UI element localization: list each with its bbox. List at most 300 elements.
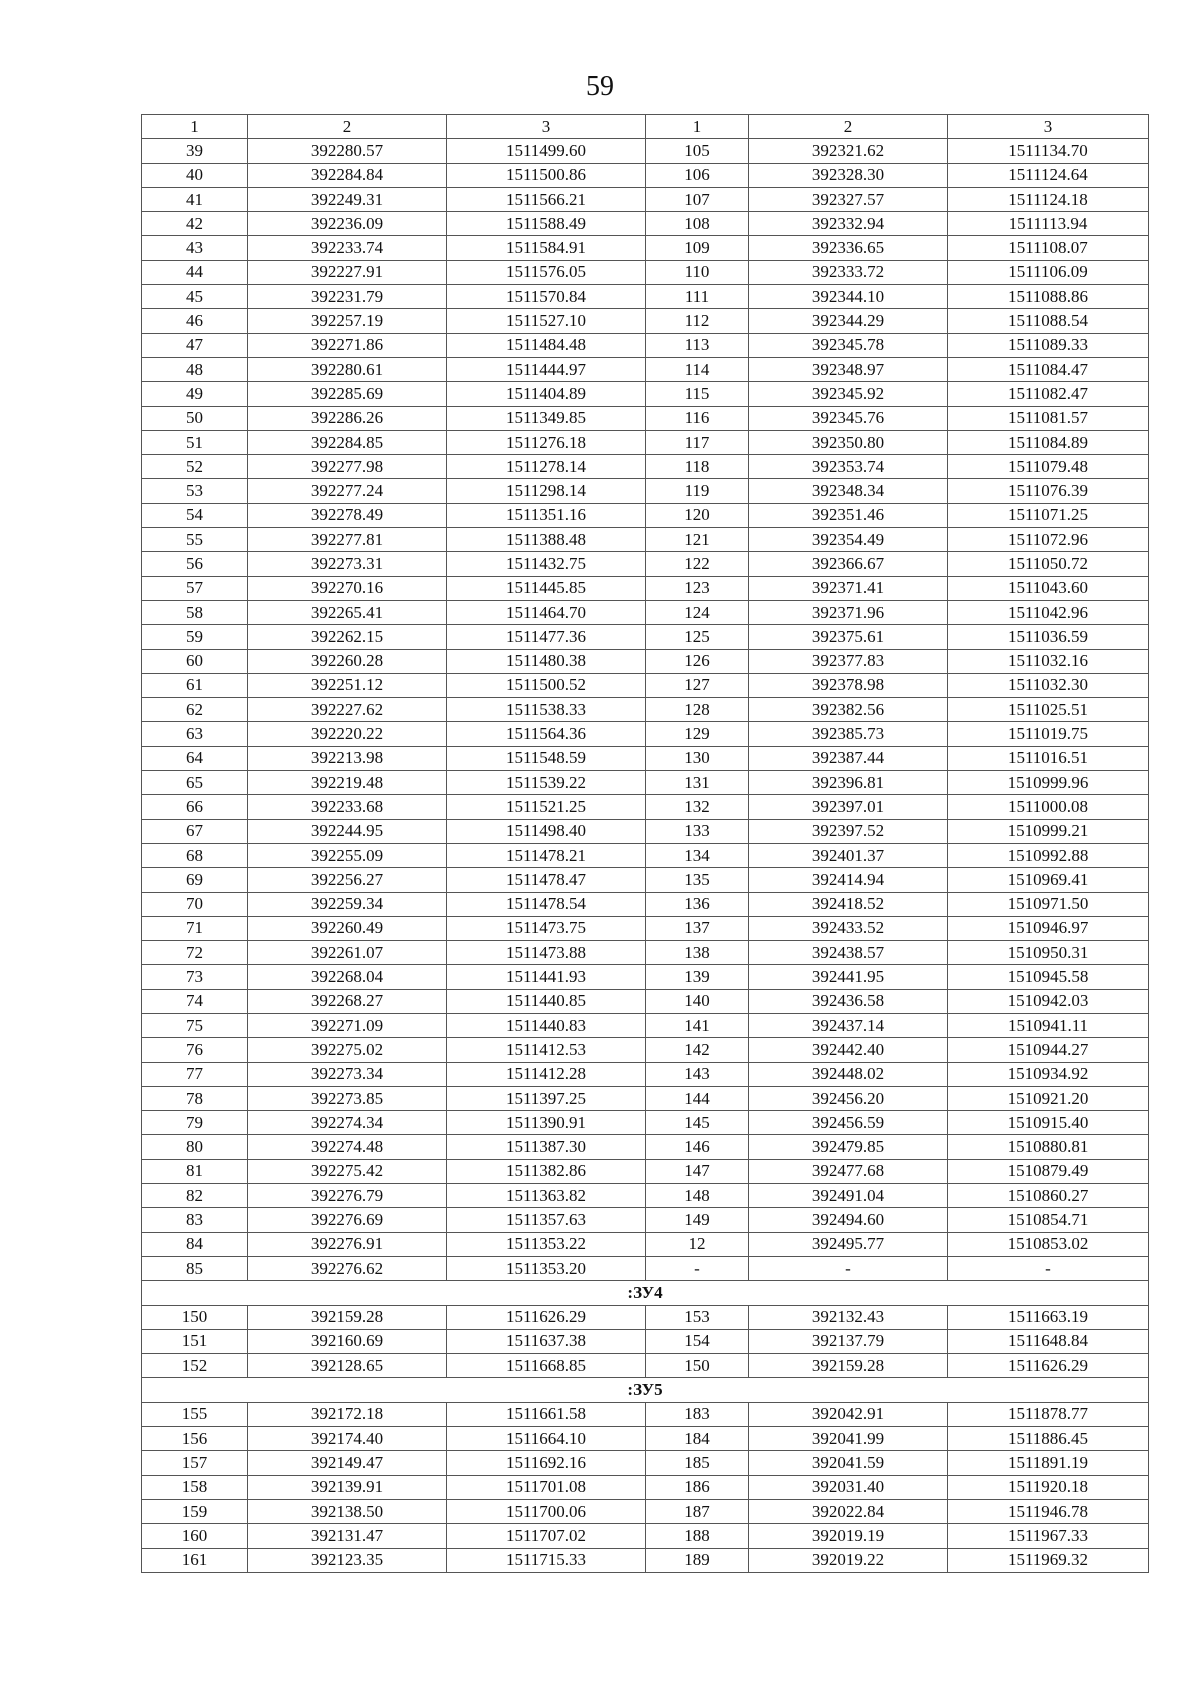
table-cell: 149 [646, 1208, 749, 1232]
table-cell: - [646, 1256, 749, 1280]
table-cell: 392123.35 [248, 1548, 447, 1572]
table-cell: 150 [646, 1354, 749, 1378]
table-cell: 392268.27 [248, 989, 447, 1013]
table-cell: 392366.67 [749, 552, 948, 576]
table-cell: 144 [646, 1086, 749, 1110]
table-cell: 71 [142, 916, 248, 940]
table-row [142, 941, 1149, 965]
table-cell: 392436.58 [749, 989, 948, 1013]
table-cell: 392345.76 [749, 406, 948, 430]
table-cell: 392491.04 [749, 1184, 948, 1208]
table-header-row [142, 115, 1149, 139]
table-cell: 1511032.16 [948, 649, 1149, 673]
table-cell: 67 [142, 819, 248, 843]
table-cell: 53 [142, 479, 248, 503]
table-cell: 392275.02 [248, 1038, 447, 1062]
table-row [142, 528, 1149, 552]
table-cell: 1510971.50 [948, 892, 1149, 916]
table-cell: 1511076.39 [948, 479, 1149, 503]
table-cell: 392137.79 [749, 1329, 948, 1353]
table-cell: 392019.22 [749, 1548, 948, 1572]
table-row [142, 285, 1149, 309]
table-cell: 392371.41 [749, 576, 948, 600]
table-cell: 392437.14 [749, 1013, 948, 1037]
table-cell: 392371.96 [749, 600, 948, 624]
table-cell: 159 [142, 1499, 248, 1523]
table-cell: 135 [646, 868, 749, 892]
table-cell: 140 [646, 989, 749, 1013]
table-cell: 112 [646, 309, 749, 333]
table-cell: 183 [646, 1402, 749, 1426]
table-cell: 1510999.96 [948, 771, 1149, 795]
table-cell: 392418.52 [749, 892, 948, 916]
table-cell: 125 [646, 625, 749, 649]
page-number: 59 [586, 71, 614, 102]
table-cell: 119 [646, 479, 749, 503]
section-label: :ЗУ5 [142, 1378, 1149, 1402]
table-cell: 392255.09 [248, 843, 447, 867]
section-label: :ЗУ4 [142, 1281, 1149, 1305]
table-cell: 392138.50 [248, 1499, 447, 1523]
table-cell: 1511353.20 [447, 1256, 646, 1280]
table-cell: 392041.99 [749, 1427, 948, 1451]
table-cell: 1511349.85 [447, 406, 646, 430]
table-cell: 392265.41 [248, 600, 447, 624]
table-cell: 1511664.10 [447, 1427, 646, 1451]
table-cell: 68 [142, 843, 248, 867]
section-label-row [142, 1378, 1149, 1402]
table-cell: 392220.22 [248, 722, 447, 746]
table-cell: 392494.60 [749, 1208, 948, 1232]
table-cell: 392280.61 [248, 357, 447, 381]
table-cell: 1511050.72 [948, 552, 1149, 576]
table-cell: 113 [646, 333, 749, 357]
table-cell: 392131.47 [248, 1524, 447, 1548]
table-cell: 1511700.06 [447, 1499, 646, 1523]
table-cell: 1511113.94 [948, 212, 1149, 236]
table-cell: 392277.98 [248, 455, 447, 479]
table-row [142, 843, 1149, 867]
table-cell: 392275.42 [248, 1159, 447, 1183]
table-cell: 1510879.49 [948, 1159, 1149, 1183]
table-cell: 392277.24 [248, 479, 447, 503]
table-cell: 1511088.86 [948, 285, 1149, 309]
table-cell: 1511084.47 [948, 357, 1149, 381]
table-cell: 1511498.40 [447, 819, 646, 843]
table-cell: 184 [646, 1427, 749, 1451]
table-cell: 392231.79 [248, 285, 447, 309]
table-cell: 108 [646, 212, 749, 236]
table-cell: 84 [142, 1232, 248, 1256]
table-cell: 1511478.54 [447, 892, 646, 916]
table-cell: 392382.56 [749, 698, 948, 722]
table-cell: 392174.40 [248, 1427, 447, 1451]
table-cell: 392345.78 [749, 333, 948, 357]
table-cell: 134 [646, 843, 749, 867]
table-cell: 392244.95 [248, 819, 447, 843]
header-cell: 2 [749, 115, 948, 139]
table-cell: 158 [142, 1475, 248, 1499]
table-cell: 392351.46 [749, 503, 948, 527]
table-cell: 1511668.85 [447, 1354, 646, 1378]
section-label-row [142, 1281, 1149, 1305]
table-cell: 78 [142, 1086, 248, 1110]
table-cell: 156 [142, 1427, 248, 1451]
table-cell: 82 [142, 1184, 248, 1208]
table-cell: 392327.57 [749, 187, 948, 211]
table-row [142, 795, 1149, 819]
table-cell: 392270.16 [248, 576, 447, 600]
table-cell: 143 [646, 1062, 749, 1086]
table-cell: 85 [142, 1256, 248, 1280]
table-cell: 160 [142, 1524, 248, 1548]
table-cell: 74 [142, 989, 248, 1013]
table-cell: 146 [646, 1135, 749, 1159]
table-cell: 392433.52 [749, 916, 948, 940]
header-cell: 2 [248, 115, 447, 139]
table-cell: 1511477.36 [447, 625, 646, 649]
table-cell: 1511042.96 [948, 600, 1149, 624]
table-cell: 46 [142, 309, 248, 333]
table-cell: 1511692.16 [447, 1451, 646, 1475]
table-row [142, 1135, 1149, 1159]
table-cell: 1511072.96 [948, 528, 1149, 552]
table-cell: 131 [646, 771, 749, 795]
table-row [142, 771, 1149, 795]
table-row [142, 382, 1149, 406]
table-cell: 44 [142, 260, 248, 284]
table-cell: 151 [142, 1329, 248, 1353]
table-cell: 1511588.49 [447, 212, 646, 236]
table-row [142, 649, 1149, 673]
table-cell: 57 [142, 576, 248, 600]
table-cell: 1511566.21 [447, 187, 646, 211]
table-row [142, 722, 1149, 746]
table-cell: 1511412.53 [447, 1038, 646, 1062]
table-cell: 392348.97 [749, 357, 948, 381]
table-cell: 127 [646, 673, 749, 697]
table-cell: 1511108.07 [948, 236, 1149, 260]
table-row [142, 1086, 1149, 1110]
table-cell: 61 [142, 673, 248, 697]
table-cell: 153 [646, 1305, 749, 1329]
table-row [142, 1013, 1149, 1037]
table-cell: 392336.65 [749, 236, 948, 260]
table-cell: 55 [142, 528, 248, 552]
table-cell: 47 [142, 333, 248, 357]
table-cell: 392456.59 [749, 1111, 948, 1135]
table-cell: 51 [142, 430, 248, 454]
table-cell: 1510950.31 [948, 941, 1149, 965]
table-cell: 1511878.77 [948, 1402, 1149, 1426]
table-cell: 392219.48 [248, 771, 447, 795]
table-cell: 392348.34 [749, 479, 948, 503]
table-cell: 133 [646, 819, 749, 843]
table-row [142, 1524, 1149, 1548]
table-cell: 42 [142, 212, 248, 236]
table-cell: 1511278.14 [447, 455, 646, 479]
table-cell: 129 [646, 722, 749, 746]
table-cell: 1511570.84 [447, 285, 646, 309]
table-row [142, 1038, 1149, 1062]
table-cell: 392274.34 [248, 1111, 447, 1135]
table-row [142, 455, 1149, 479]
table-cell: 392128.65 [248, 1354, 447, 1378]
table-cell: 392378.98 [749, 673, 948, 697]
table-cell: 147 [646, 1159, 749, 1183]
table-cell: 392397.01 [749, 795, 948, 819]
table-cell: 83 [142, 1208, 248, 1232]
table-cell: 1511701.08 [447, 1475, 646, 1499]
table-cell: 392277.81 [248, 528, 447, 552]
table-row [142, 673, 1149, 697]
table-cell: 1511521.25 [447, 795, 646, 819]
table-cell: 392401.37 [749, 843, 948, 867]
table-cell: 80 [142, 1135, 248, 1159]
table-row [142, 236, 1149, 260]
table-cell: 69 [142, 868, 248, 892]
table-cell: 145 [646, 1111, 749, 1135]
table-cell: 39 [142, 139, 248, 163]
table-cell: 75 [142, 1013, 248, 1037]
table-cell: 41 [142, 187, 248, 211]
table-cell: 148 [646, 1184, 749, 1208]
table-cell: 392031.40 [749, 1475, 948, 1499]
table-cell: 70 [142, 892, 248, 916]
table-cell: 392276.79 [248, 1184, 447, 1208]
table-cell: 392274.48 [248, 1135, 447, 1159]
table-cell: 1511036.59 [948, 625, 1149, 649]
table-row [142, 576, 1149, 600]
table-cell: 1511886.45 [948, 1427, 1149, 1451]
table-cell: 1511445.85 [447, 576, 646, 600]
table-row [142, 1111, 1149, 1135]
table-cell: 1510854.71 [948, 1208, 1149, 1232]
table-cell: 392284.84 [248, 163, 447, 187]
table-cell: 392328.30 [749, 163, 948, 187]
table-cell: 81 [142, 1159, 248, 1183]
table-cell: 1511548.59 [447, 746, 646, 770]
table-cell: 154 [646, 1329, 749, 1353]
table-row [142, 139, 1149, 163]
table-cell: 161 [142, 1548, 248, 1572]
table-cell: 392285.69 [248, 382, 447, 406]
table-cell: 52 [142, 455, 248, 479]
table-cell: 392022.84 [749, 1499, 948, 1523]
table-row [142, 1256, 1149, 1280]
table-cell: 392286.26 [248, 406, 447, 430]
table-cell: 150 [142, 1305, 248, 1329]
table-cell: 1511500.86 [447, 163, 646, 187]
table-cell: 392385.73 [749, 722, 948, 746]
table-cell: 1511473.75 [447, 916, 646, 940]
table-cell: 137 [646, 916, 749, 940]
table-cell: 107 [646, 187, 749, 211]
table-row [142, 1305, 1149, 1329]
table-cell: 392256.27 [248, 868, 447, 892]
table-cell: 50 [142, 406, 248, 430]
table-row [142, 1475, 1149, 1499]
table-row [142, 1499, 1149, 1523]
table-cell: 392442.40 [749, 1038, 948, 1062]
table-cell: 1511124.64 [948, 163, 1149, 187]
table-cell: 117 [646, 430, 749, 454]
table-cell: 392276.91 [248, 1232, 447, 1256]
table-cell: 392249.31 [248, 187, 447, 211]
table-cell: 392236.09 [248, 212, 447, 236]
table-cell: 1511404.89 [447, 382, 646, 406]
table-cell: 392278.49 [248, 503, 447, 527]
table-cell: 1511715.33 [447, 1548, 646, 1572]
table-cell: 392333.72 [749, 260, 948, 284]
table-cell: 115 [646, 382, 749, 406]
table-cell: 1510969.41 [948, 868, 1149, 892]
table-cell: 392321.62 [749, 139, 948, 163]
table-cell: 130 [646, 746, 749, 770]
table-cell: 392149.47 [248, 1451, 447, 1475]
table-cell: 1511440.83 [447, 1013, 646, 1037]
table-cell: 392441.95 [749, 965, 948, 989]
table-cell: 392350.80 [749, 430, 948, 454]
table-cell: 392273.31 [248, 552, 447, 576]
header-cell: 3 [447, 115, 646, 139]
table-cell: 1511484.48 [447, 333, 646, 357]
table-row [142, 187, 1149, 211]
table-cell: 77 [142, 1062, 248, 1086]
table-cell: 1511441.93 [447, 965, 646, 989]
table-cell: 392353.74 [749, 455, 948, 479]
table-cell: 66 [142, 795, 248, 819]
table-cell: 1511626.29 [948, 1354, 1149, 1378]
table-row [142, 357, 1149, 381]
table-cell: 1510880.81 [948, 1135, 1149, 1159]
table-cell: 40 [142, 163, 248, 187]
table-cell: 392273.34 [248, 1062, 447, 1086]
table-cell: 392260.28 [248, 649, 447, 673]
table-cell: 392284.85 [248, 430, 447, 454]
table-cell: 1511412.28 [447, 1062, 646, 1086]
table-cell: 48 [142, 357, 248, 381]
table-cell: 1510945.58 [948, 965, 1149, 989]
table-cell: 1510934.92 [948, 1062, 1149, 1086]
table-row [142, 503, 1149, 527]
table-cell: 1511539.22 [447, 771, 646, 795]
table-cell: 1511584.91 [447, 236, 646, 260]
table-cell: 1511464.70 [447, 600, 646, 624]
table-row [142, 333, 1149, 357]
table-cell: 392276.69 [248, 1208, 447, 1232]
table-cell: 392139.91 [248, 1475, 447, 1499]
table-row [142, 406, 1149, 430]
table-cell: 392438.57 [749, 941, 948, 965]
table-cell: - [948, 1256, 1149, 1280]
table-cell: 1511967.33 [948, 1524, 1149, 1548]
table-cell: 120 [646, 503, 749, 527]
table-cell: 392019.19 [749, 1524, 948, 1548]
table-cell: 392257.19 [248, 309, 447, 333]
table-cell: 157 [142, 1451, 248, 1475]
table-cell: 392261.07 [248, 941, 447, 965]
table-cell: 63 [142, 722, 248, 746]
table-cell: 1510946.97 [948, 916, 1149, 940]
table-cell: 1511353.22 [447, 1232, 646, 1256]
table-cell: 1511032.30 [948, 673, 1149, 697]
table-cell: 1511499.60 [447, 139, 646, 163]
table-cell: 1511071.25 [948, 503, 1149, 527]
table-cell: 392132.43 [749, 1305, 948, 1329]
table-row [142, 892, 1149, 916]
table-cell: 392345.92 [749, 382, 948, 406]
table-row [142, 746, 1149, 770]
table-cell: 152 [142, 1354, 248, 1378]
table-cell: 62 [142, 698, 248, 722]
table-cell: 54 [142, 503, 248, 527]
table-cell: 49 [142, 382, 248, 406]
table-body [142, 115, 1149, 1573]
table-cell: - [749, 1256, 948, 1280]
table-row [142, 1232, 1149, 1256]
header-cell: 1 [646, 115, 749, 139]
table-cell: 392213.98 [248, 746, 447, 770]
table-cell: 392276.62 [248, 1256, 447, 1280]
table-cell: 1511891.19 [948, 1451, 1149, 1475]
table-cell: 79 [142, 1111, 248, 1135]
table-row [142, 698, 1149, 722]
table-cell: 1510921.20 [948, 1086, 1149, 1110]
table-cell: 392251.12 [248, 673, 447, 697]
table-cell: 1511969.32 [948, 1548, 1149, 1572]
table-cell: 1511363.82 [447, 1184, 646, 1208]
table-cell: 392397.52 [749, 819, 948, 843]
table-cell: 12 [646, 1232, 749, 1256]
table-cell: 114 [646, 357, 749, 381]
table-cell: 64 [142, 746, 248, 770]
table-cell: 141 [646, 1013, 749, 1037]
table-cell: 1511081.57 [948, 406, 1149, 430]
table-cell: 45 [142, 285, 248, 309]
table-cell: 1510942.03 [948, 989, 1149, 1013]
table-cell: 1511538.33 [447, 698, 646, 722]
table-cell: 1511357.63 [447, 1208, 646, 1232]
table-cell: 1511473.88 [447, 941, 646, 965]
table-row [142, 212, 1149, 236]
table-cell: 1511480.38 [447, 649, 646, 673]
table-row [142, 989, 1149, 1013]
table-cell: 59 [142, 625, 248, 649]
table-cell: 142 [646, 1038, 749, 1062]
table-cell: 187 [646, 1499, 749, 1523]
table-cell: 392159.28 [248, 1305, 447, 1329]
table-cell: 1511444.97 [447, 357, 646, 381]
table-cell: 116 [646, 406, 749, 430]
table-cell: 1511124.18 [948, 187, 1149, 211]
table-cell: 1510992.88 [948, 843, 1149, 867]
table-cell: 392271.09 [248, 1013, 447, 1037]
table-cell: 1511088.54 [948, 309, 1149, 333]
table-cell: 1511016.51 [948, 746, 1149, 770]
table-cell: 65 [142, 771, 248, 795]
table-cell: 1511000.08 [948, 795, 1149, 819]
table-cell: 1510860.27 [948, 1184, 1149, 1208]
table-cell: 1511134.70 [948, 139, 1149, 163]
table-cell: 392271.86 [248, 333, 447, 357]
table-row [142, 309, 1149, 333]
table-cell: 1511089.33 [948, 333, 1149, 357]
table-cell: 139 [646, 965, 749, 989]
table-row [142, 868, 1149, 892]
table-cell: 392344.10 [749, 285, 948, 309]
table-cell: 1511576.05 [447, 260, 646, 284]
